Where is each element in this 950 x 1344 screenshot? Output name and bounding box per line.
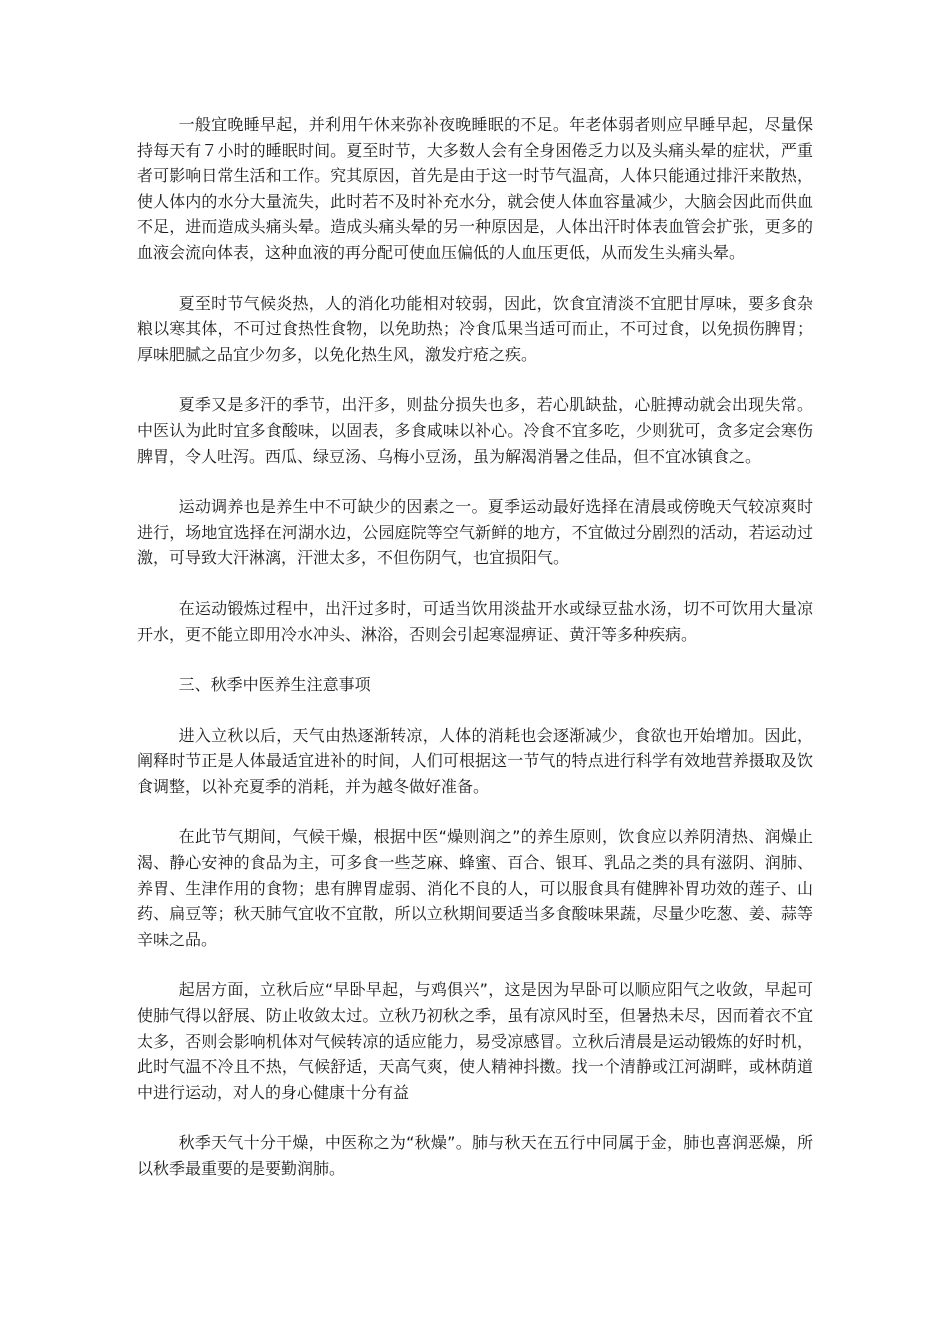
paragraph-summer-sleep: 一般宜晚睡早起，并利用午休来弥补夜晚睡眠的不足。年老体弱者则应早睡早起，尽量保持每天有７小时的睡眠时间。夏至时节，大多数人会有全身困倦乏力以及头痛头晕的症状，严重者可影响日常生活和工作。究其原因，首先是由于这一时节气温高，人体只能通过排汗来散热，使人体内的水分大量流失，此时若不及时补充水分，就会使人体血容量减少，大脑会因此而供血不足，进而造成头痛头晕。造成头痛头晕的另一种原因是，人体出汗时体表血管会扩张，更多的血液会流向体表，这种血液的再分配可使血压偏低的人血压更低，从而发生头痛头晕。 <box>137 115 813 262</box>
paragraph-summer-exercise: 运动调养也是养生中不可缺少的因素之一。夏季运动最好选择在清晨或傍晚天气较凉爽时进行，场地宜选择在河湖水边，公园庭院等空气新鲜的地方，不宜做过分剧烈的活动，若运动过激，可导致大汗淋漓，汗泄太多，不但伤阴气，也宜损阳气。 <box>137 497 813 568</box>
document-body <box>137 112 813 1207</box>
section-heading-autumn: 三、秋季中医养生注意事项 <box>178 675 371 695</box>
paragraph-summer-diet: 夏至时节气候炎热，人的消化功能相对较弱，因此，饮食宜清淡不宜肥甘厚味，要多食杂粮以寒其体，不可过食热性食物，以免助热；冷食瓜果当适可而止，不可过食，以免损伤脾胃；厚味肥腻之品宜少勿多，以免化热生风，激发疔疮之疾。 <box>137 293 813 364</box>
paragraph-autumn-intro: 进入立秋以后，天气由热逐渐转凉，人体的消耗也会逐渐减少，食欲也开始增加。因此，阐释时节正是人体最适宜进补的时间，人们可根据这一节气的特点进行科学有效地营养摄取及饮食调整，以补充夏季的消耗，并为越冬做好准备。 <box>137 725 813 796</box>
paragraph-exercise-hydration: 在运动锻炼过程中，出汗过多时，可适当饮用淡盐开水或绿豆盐水汤，切不可饮用大量凉开水，更不能立即用冷水冲头、淋浴，否则会引起寒湿痹证、黄汗等多种疾病。 <box>137 598 813 644</box>
paragraph-autumn-diet: 在此节气期间，气候干燥，根据中医“燥则润之”的养生原则，饮食应以养阴清热、润燥止渴、静心安神的食品为主，可多食一些芝麻、蜂蜜、百合、银耳、乳品之类的具有滋阴、润肺、养胃、生津作用的食物；患有脾胃虚弱、消化不良的人，可以服食具有健脾补胃功效的莲子、山药、扁豆等；秋天肺气宜收不宜散，所以立秋期间要适当多食酸味果蔬，尽量少吃葱、姜、蒜等辛味之品。 <box>137 827 813 949</box>
paragraph-autumn-lungs: 秋季天气十分干燥，中医称之为“秋燥”。肺与秋天在五行中同属于金，肺也喜润恶燥，所以秋季最重要的是要勤润肺。 <box>137 1133 813 1178</box>
paragraph-summer-sweat: 夏季又是多汗的季节，出汗多，则盐分损失也多，若心肌缺盐，心脏搏动就会出现失常。中医认为此时宜多食酸味，以固表，多食咸味以补心。冷食不宜多吃，少则犹可，贪多定会寒伤脾胃，令人吐泻。西瓜、绿豆汤、乌梅小豆汤，虽为解渴消暑之佳品，但不宜冰镇食之。 <box>137 395 813 466</box>
paragraph-autumn-lifestyle: 起居方面，立秋后应“早卧早起，与鸡俱兴”，这是因为早卧可以顺应阳气之收敛，早起可使肺气得以舒展、防止收敛太过。立秋乃初秋之季，虽有凉风时至，但暑热未尽，因而着衣不宜太多，否则会影响机体对气候转凉的适应能力，易受凉感冒。立秋后清晨是运动锻炼的好时机，此时气温不冷且不热，气候舒适，天高气爽，使人精神抖擞。找一个清静或江河湖畔，或林荫道中进行运动，对人的身心健康十分有益 <box>137 980 813 1102</box>
